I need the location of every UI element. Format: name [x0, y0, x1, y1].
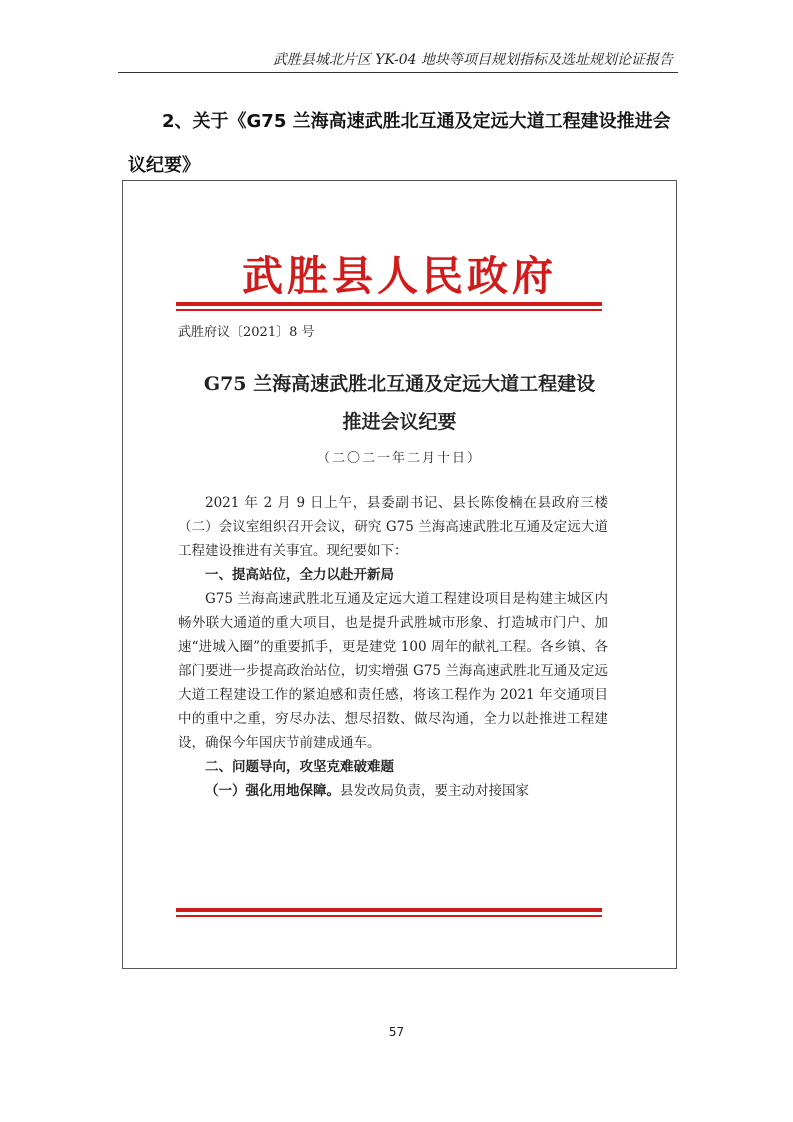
document-title-line2: 推进会议纪要: [342, 411, 457, 433]
government-title: 武胜县人民政府: [242, 252, 557, 300]
section-heading-line2: 议纪要》: [128, 155, 200, 176]
header-title: 武胜县城北片区 YK-04 地块等项目规划指标及选址规划论证报告: [272, 52, 673, 68]
scanned-document-image: [122, 180, 677, 969]
heading-one: 一、提高站位，全力以赴开新局: [205, 567, 394, 583]
heading-two: 二、问题导向，攻坚克难破难题: [205, 759, 394, 775]
document-date: （二〇二一年二月十日）: [316, 451, 482, 466]
document-number: 武胜府议〔2021〕8 号: [178, 325, 315, 340]
document-title-line1: G75 兰海高速武胜北互通及定远大道工程建设: [203, 373, 596, 395]
page-number: 57: [388, 1025, 405, 1039]
document-body: [178, 491, 608, 803]
red-rule-bottom: [176, 908, 602, 912]
paragraph-three: [178, 779, 608, 803]
paragraph-two: G75 兰海高速武胜北互通及定远大道工程建设项目是构建主城区内畅外联大通道的重大项目，也是提升武胜城市形象、打造城市门户、加速“进城入圈”的重要抓手，更是建党 100 周年的献礼工程。各乡镇、各部门要进一步提高政治站位，切实增强 G75 兰海高速武胜北互通及定远大道工程建设工作的紧迫感和责任感，将该工程作为 2021 年交通项目中的重中之重，穷尽办法、想尽招数、做尽沟通，全力以赴推进工程建设，确保今年国庆节前建成通车。: [178, 591, 608, 751]
red-rule-top-thin: [176, 309, 602, 311]
section-heading-line1: 2、关于《G75 兰海高速武胜北互通及定远大道工程建设推进会: [162, 111, 671, 132]
section-heading: [128, 100, 682, 176]
paragraph-three-text: 县发改局负责，要主动对接国家: [340, 783, 529, 799]
red-rule-top: [176, 302, 602, 306]
header-divider: [118, 72, 678, 73]
paragraph-intro: 2021 年 2 月 9 日上午，县委副书记、县长陈俊楠在县政府三楼（二）会议室组织召开会议，研究 G75 兰海高速武胜北互通及定远大道工程建设推进有关事宜。现纪要如下：: [178, 495, 608, 559]
paragraph-three-lead: （一）强化用地保障。: [205, 783, 340, 799]
red-rule-bottom-thin: [176, 915, 602, 917]
